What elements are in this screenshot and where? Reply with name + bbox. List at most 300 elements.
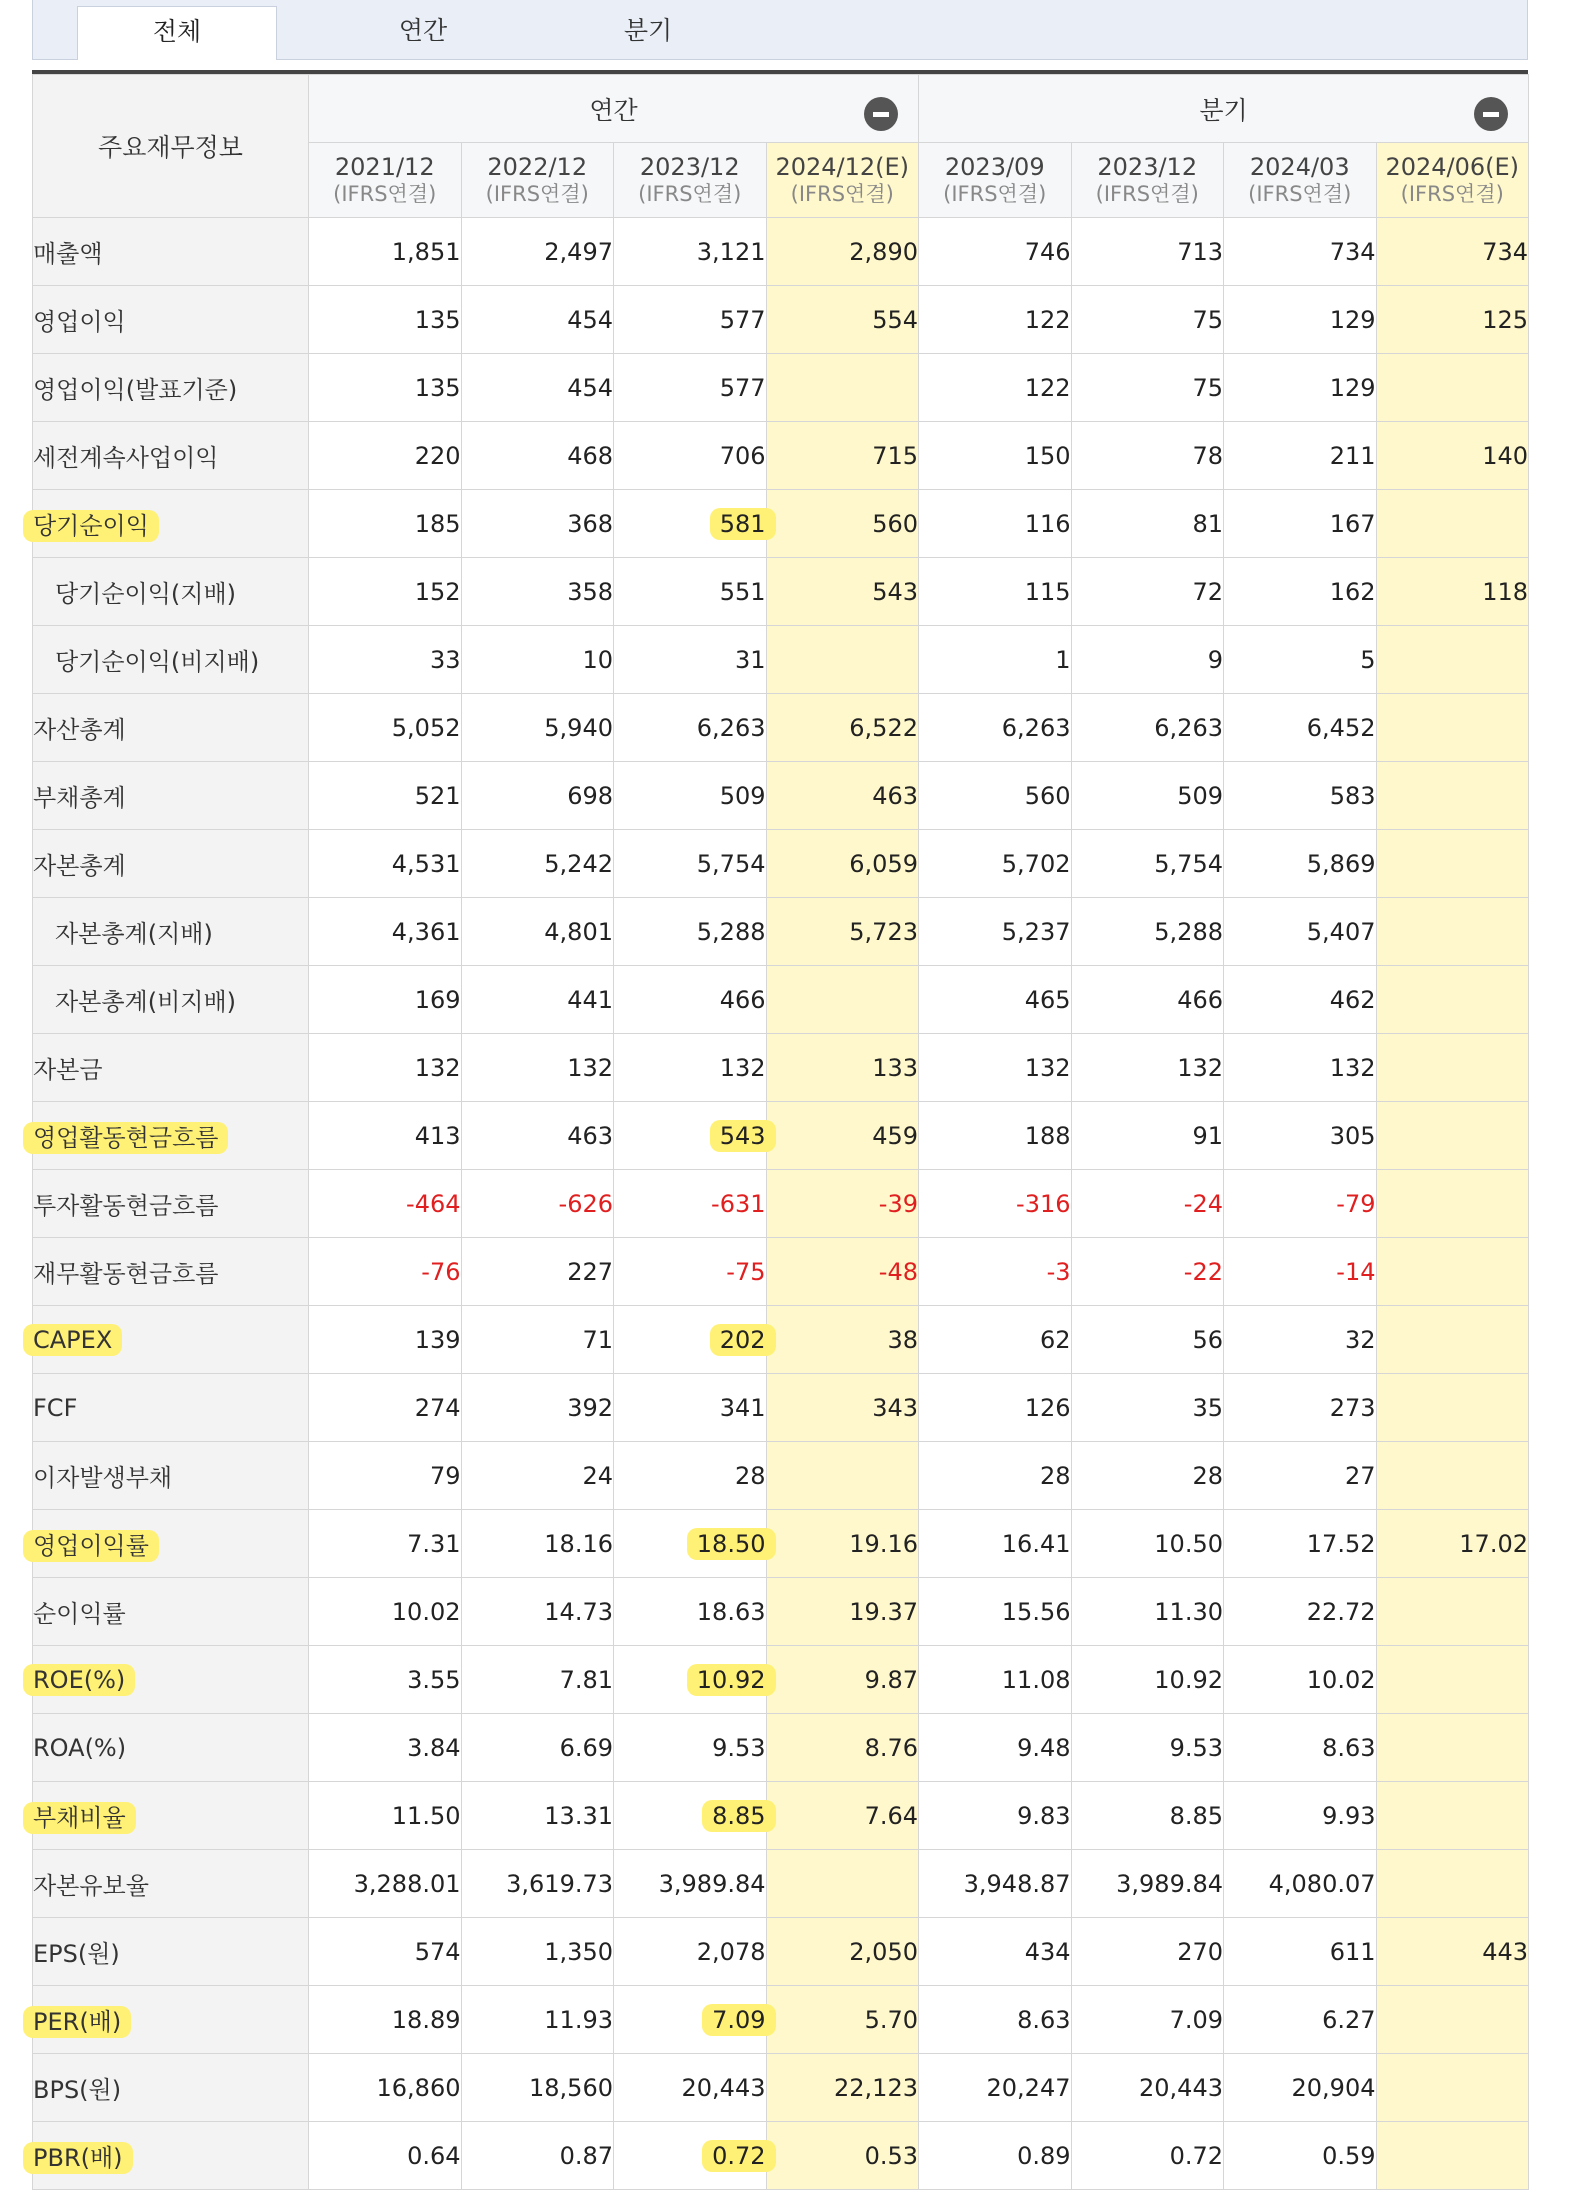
cell-value: 0.72 [702,2140,775,2172]
cell-value: -316 [1016,1189,1071,1218]
cell-value: 521 [414,781,461,810]
cell-value: 554 [872,305,918,334]
row-label[interactable] [33,422,309,490]
row-label[interactable] [33,2054,309,2122]
cell-value: 5,237 [1001,917,1071,946]
cell-value: 4,801 [544,917,613,946]
cell-value: 132 [414,1053,461,1082]
cell-value: 17.02 [1459,1529,1528,1558]
table-cell [1376,286,1529,354]
cell-value: 22.72 [1306,1597,1376,1626]
group-header-annual-label: 연간 [589,95,638,125]
row-label[interactable] [33,1102,309,1170]
cell-value: 18.63 [696,1597,766,1626]
row-label[interactable] [33,1306,309,1374]
table-cell [919,1238,1072,1306]
table-cell [309,354,462,422]
cell-value: 20,904 [1291,2073,1376,2102]
period-header [614,143,767,218]
cell-value: 129 [1329,373,1376,402]
table-cell [461,558,614,626]
table-cell [614,1578,767,1646]
tab-all[interactable]: 전체 [77,6,277,60]
table-cell [1224,2122,1377,2190]
table-cell [1071,1850,1224,1918]
table-cell [614,1986,767,2054]
table-cell [1071,1374,1224,1442]
cell-value: 454 [567,305,613,334]
table-cell [1224,218,1377,286]
table-cell [461,422,614,490]
row-label-text: 당기순이익(비지배) [55,648,260,676]
row-label-text: 자본총계(지배) [55,920,213,948]
row-label[interactable] [33,1850,309,1918]
cell-value: 9 [1207,645,1223,674]
table-cell [461,1918,614,1986]
cell-value: -3 [1046,1257,1071,1286]
group-header-annual [309,75,919,143]
table-cell [1071,286,1224,354]
table-cell [614,694,767,762]
table-cell [1376,1306,1529,1374]
cell-value: 434 [1024,1937,1071,1966]
table-cell [1224,422,1377,490]
cell-value: 132 [1329,1053,1376,1082]
cell-value: 746 [1024,237,1071,266]
table-row [33,558,1529,626]
table-cell [919,1578,1072,1646]
row-label-text: 재무활동현금흐름 [33,1260,219,1288]
table-cell [309,966,462,1034]
cell-value: 3,121 [696,237,766,266]
cell-value: 20,443 [681,2073,766,2102]
cell-value: 14.73 [544,1597,613,1626]
period-header [461,143,614,218]
table-cell [919,286,1072,354]
table-cell [614,218,767,286]
table-cell [309,1374,462,1442]
table-cell [461,1102,614,1170]
cell-value: 341 [719,1393,766,1422]
cell-value: 5,242 [544,849,613,878]
table-cell [309,1306,462,1374]
table-cell [309,2054,462,2122]
cell-value: 17.52 [1306,1529,1376,1558]
table-cell [461,1510,614,1578]
cell-value: 1 [1055,645,1071,674]
cell-value: 140 [1482,441,1528,470]
cell-value: 227 [567,1257,613,1286]
cell-value: 8.63 [1017,2005,1071,2034]
table-row [33,2054,1529,2122]
row-label[interactable] [33,1782,309,1850]
table-cell [1376,1374,1529,1442]
table-row [33,1646,1529,1714]
row-label[interactable] [33,1986,309,2054]
cell-value: 270 [1177,1937,1223,1966]
cell-value: 116 [1024,509,1071,538]
tab-quarterly[interactable]: 분기 [623,16,673,45]
table-cell [1224,694,1377,762]
table-cell [919,2054,1072,2122]
table-cell [1376,1442,1529,1510]
cell-value: 139 [414,1325,461,1354]
table-cell [1224,1170,1377,1238]
row-label-text: 자산총계 [33,716,126,744]
table-cell [919,1034,1072,1102]
period-basis: (IFRS연결) [790,181,894,206]
table-cell [309,626,462,694]
row-label-text: 순이익률 [33,1600,126,1628]
table-cell [461,762,614,830]
table-cell [614,762,767,830]
table-cell [766,1782,919,1850]
cell-value: 577 [719,373,766,402]
table-cell [1071,1578,1224,1646]
cell-value: 13.31 [544,1801,613,1830]
row-label-text: 자본금 [33,1056,103,1084]
period-label: 2024/03 [1249,153,1350,182]
table-cell [461,1714,614,1782]
cell-value: -75 [726,1257,766,1286]
table-cell [1224,354,1377,422]
table-cell [1071,1918,1224,1986]
row-label-text: 영업활동현금흐름 [23,1122,228,1154]
table-row [33,1510,1529,1578]
table-cell [1071,422,1224,490]
period-header [919,143,1072,218]
table-cell [1224,1646,1377,1714]
cell-value: 574 [414,1937,461,1966]
cell-value: 129 [1329,305,1376,334]
table-row [33,1238,1529,1306]
table-row [33,2122,1529,2190]
cell-value: 16,860 [376,2073,461,2102]
table-cell [309,898,462,966]
collapse-annual-icon[interactable] [864,97,898,131]
table-cell [766,1510,919,1578]
table-cell [461,694,614,762]
row-label[interactable] [33,1918,309,1986]
table-cell [766,1442,919,1510]
table-cell [1071,898,1224,966]
cell-value: 560 [872,509,918,538]
table-cell [919,1646,1072,1714]
cell-value: 24 [582,1461,613,1490]
table-cell [309,1918,462,1986]
cell-value: 1,350 [544,1937,613,1966]
cell-value: 581 [710,508,776,540]
table-cell [766,1578,919,1646]
collapse-quarterly-icon[interactable] [1474,97,1508,131]
period-header [766,143,919,218]
row-label[interactable] [33,1374,309,1442]
row-label[interactable] [33,1170,309,1238]
period-basis: (IFRS연결) [485,181,589,206]
table-cell [1071,966,1224,1034]
table-cell [1224,558,1377,626]
cell-value: 3,989.84 [1116,1869,1223,1898]
table-cell [919,1986,1072,2054]
table-cell [614,558,767,626]
table-cell [309,1986,462,2054]
row-label[interactable] [33,1510,309,1578]
table-cell [461,354,614,422]
cell-value: 152 [414,577,461,606]
cell-value: 38 [887,1325,918,1354]
table-cell [1071,1170,1224,1238]
cell-value: 11.93 [544,2005,613,2034]
cell-value: 392 [567,1393,613,1422]
row-label[interactable] [33,218,309,286]
cell-value: 7.09 [702,2004,775,2036]
row-label[interactable] [33,354,309,422]
cell-value: 10.92 [687,1664,776,1696]
cell-value: 0.89 [1017,2141,1071,2170]
cell-value: 9.93 [1322,1801,1376,1830]
table-cell [766,1714,919,1782]
cell-value: -79 [1336,1189,1376,1218]
row-label[interactable] [33,1238,309,1306]
row-label[interactable] [33,1578,309,1646]
row-label[interactable] [33,830,309,898]
table-cell [766,1238,919,1306]
row-label[interactable] [33,1646,309,1714]
table-cell [309,1578,462,1646]
table-row [33,286,1529,354]
table-cell [309,1850,462,1918]
cell-value: -631 [711,1189,766,1218]
cell-value: 3,989.84 [658,1869,766,1898]
table-row [33,966,1529,1034]
table-cell [919,626,1072,694]
table-cell [1224,2054,1377,2122]
cell-value: 5,940 [544,713,613,742]
row-label-text: 투자활동현금흐름 [33,1192,219,1220]
cell-value: -14 [1336,1257,1376,1286]
table-cell [919,2122,1072,2190]
table-cell [1071,218,1224,286]
table-cell [1071,2054,1224,2122]
table-row [33,1578,1529,1646]
cell-value: 713 [1177,237,1223,266]
cell-value: -76 [421,1257,461,1286]
table-cell [461,830,614,898]
table-cell [919,898,1072,966]
cell-value: 5,288 [696,917,766,946]
cell-value: 577 [719,305,766,334]
row-label[interactable] [33,626,309,694]
cell-value: 8.63 [1322,1733,1376,1762]
table-cell [766,1986,919,2054]
table-cell [766,2054,919,2122]
table-cell [1071,1306,1224,1374]
cell-value: 185 [414,509,461,538]
table-cell [1224,626,1377,694]
row-label[interactable] [33,1714,309,1782]
row-label[interactable] [33,762,309,830]
table-cell [1376,422,1529,490]
financial-summary-table [32,74,1529,2190]
cell-value: 0.59 [1322,2141,1376,2170]
table-cell [1376,218,1529,286]
table-cell [461,1782,614,1850]
row-label[interactable] [33,558,309,626]
cell-value: 19.16 [849,1529,918,1558]
table-cell [1224,1306,1377,1374]
table-cell [461,626,614,694]
row-label-text: 영업이익률 [23,1530,159,1562]
cell-value: 132 [1177,1053,1223,1082]
table-cell [1376,1510,1529,1578]
row-label[interactable] [33,966,309,1034]
cell-value: 3,948.87 [963,1869,1071,1898]
table-row [33,1442,1529,1510]
table-cell [1376,966,1529,1034]
cell-value: 81 [1192,509,1223,538]
period-header [309,143,462,218]
table-cell [766,762,919,830]
table-cell [309,1442,462,1510]
table-cell [1071,1510,1224,1578]
cell-value: 18.50 [687,1528,776,1560]
table-cell [309,1714,462,1782]
row-label[interactable] [33,2122,309,2190]
table-cell [1224,1714,1377,1782]
cell-value: 16.41 [1001,1529,1071,1558]
cell-value: 9.48 [1017,1733,1071,1762]
row-label[interactable] [33,898,309,966]
cell-value: 150 [1024,441,1071,470]
table-cell [461,2122,614,2190]
cell-value: 118 [1482,577,1528,606]
cell-value: 10.92 [1154,1665,1223,1694]
table-cell [309,1102,462,1170]
cell-value: 122 [1024,373,1071,402]
table-cell [1376,354,1529,422]
table-cell [1224,830,1377,898]
cell-value: -22 [1183,1257,1223,1286]
cell-value: 7.31 [407,1529,461,1558]
cell-value: 7.81 [559,1665,613,1694]
row-label-text: 영업이익 [33,308,126,336]
table-cell [614,626,767,694]
table-cell [766,1170,919,1238]
table-cell [766,1850,919,1918]
cell-value: 62 [1039,1325,1071,1354]
cell-value: 6.27 [1322,2005,1376,2034]
table-cell [919,1782,1072,1850]
cell-value: 18,560 [529,2073,613,2102]
cell-value: -626 [558,1189,613,1218]
row-label[interactable] [33,694,309,762]
table-cell [309,1510,462,1578]
table-cell [919,1102,1072,1170]
table-cell [614,1918,767,1986]
table-row [33,898,1529,966]
table-cell [1224,286,1377,354]
table-row [33,354,1529,422]
cell-value: 56 [1192,1325,1223,1354]
cell-value: 454 [567,373,613,402]
cell-value: 5,754 [696,849,766,878]
table-cell [919,490,1072,558]
table-cell [919,1442,1072,1510]
cell-value: 11.08 [1001,1665,1071,1694]
table-cell [309,830,462,898]
table-cell [1071,1102,1224,1170]
cell-value: 3,288.01 [353,1869,461,1898]
table-cell [1224,1442,1377,1510]
row-label[interactable] [33,1034,309,1102]
table-cell [1071,1034,1224,1102]
cell-value: 28 [734,1461,766,1490]
cell-value: 202 [710,1324,776,1356]
table-cell [614,354,767,422]
table-cell [1376,1238,1529,1306]
table-row [33,1782,1529,1850]
cell-value: 18.16 [544,1529,613,1558]
table-cell [614,898,767,966]
cell-value: 274 [414,1393,461,1422]
cell-value: 5,723 [849,917,918,946]
tab-annual[interactable]: 연간 [398,16,448,45]
table-cell [1071,1646,1224,1714]
cell-value: 20,247 [986,2073,1071,2102]
cell-value: 5,754 [1154,849,1223,878]
cell-value: 462 [1329,985,1376,1014]
row-label-text: BPS(원) [33,2076,122,2104]
cell-value: 463 [872,781,918,810]
cell-value: 28 [1192,1461,1223,1490]
cell-value: 167 [1329,509,1376,538]
cell-value: 5 [1360,645,1376,674]
table-cell [1071,1442,1224,1510]
table-cell [614,286,767,354]
table-cell [1376,558,1529,626]
cell-value: 28 [1039,1461,1071,1490]
cell-value: 18.89 [391,2005,461,2034]
table-cell [766,1034,919,1102]
cell-value: 7.09 [1169,2005,1223,2034]
table-cell [309,286,462,354]
table-cell [461,1374,614,1442]
table-cell [309,2122,462,2190]
cell-value: 10.50 [1154,1529,1223,1558]
cell-value: 509 [719,781,766,810]
table-cell [919,1510,1072,1578]
row-label[interactable] [33,286,309,354]
cell-value: 443 [1482,1937,1528,1966]
table-cell [1376,1714,1529,1782]
table-cell [1071,2122,1224,2190]
cell-value: -464 [406,1189,461,1218]
cell-value: 19.37 [849,1597,918,1626]
cell-value: 78 [1192,441,1223,470]
cell-value: 32 [1344,1325,1376,1354]
table-cell [309,1238,462,1306]
row-label[interactable] [33,1442,309,1510]
row-label[interactable] [33,490,309,558]
table-cell [1376,694,1529,762]
table-cell [1071,354,1224,422]
table-cell [614,830,767,898]
table-row [33,1306,1529,1374]
table-corner-label: 주요재무정보 [33,75,309,218]
cell-value: 5,288 [1154,917,1223,946]
table-cell [1224,1850,1377,1918]
table-cell [919,558,1072,626]
